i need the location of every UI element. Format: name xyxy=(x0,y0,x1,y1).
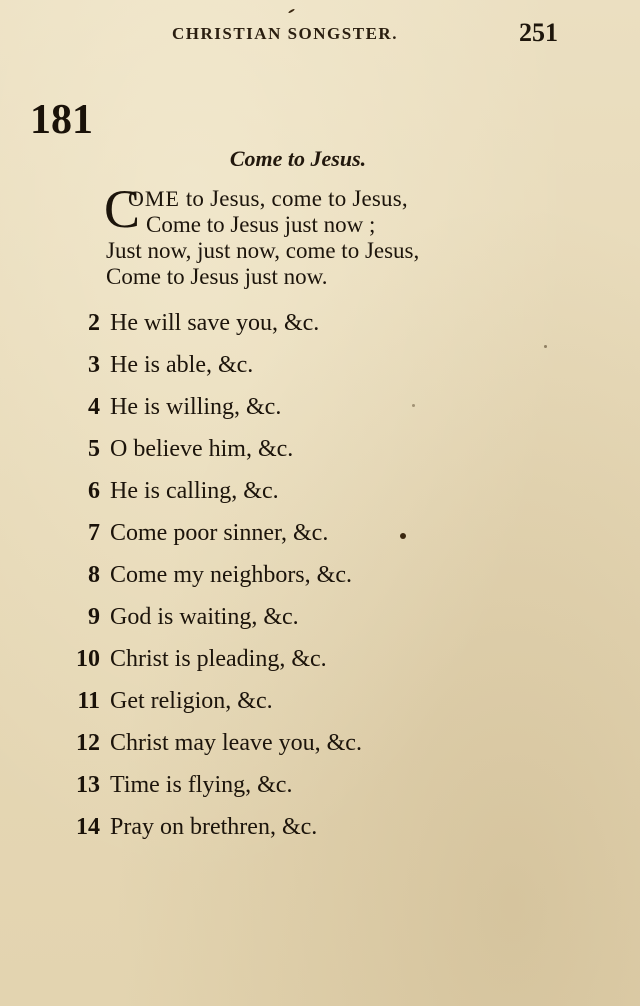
verse-item xyxy=(0,772,640,808)
verse-text: He is calling, &c. xyxy=(110,478,279,504)
verse-item xyxy=(0,730,640,766)
stanza-line-2: Come to Jesus just now ; xyxy=(146,212,376,237)
verse-number: 13 xyxy=(76,772,100,798)
verse-number: 10 xyxy=(76,646,100,672)
verse-text: Christ may leave you, &c. xyxy=(110,730,362,756)
verse-item xyxy=(0,478,640,514)
verse-item xyxy=(0,394,640,430)
stanza-line-3: Just now, just now, come to Jesus, xyxy=(106,238,420,263)
verse-text: Get religion, &c. xyxy=(110,688,273,714)
verse-number: 11 xyxy=(77,688,100,714)
stanza-line-1-caps: OME xyxy=(128,186,180,211)
verse-number: 2 xyxy=(88,310,100,336)
ink-speck xyxy=(288,8,295,13)
ink-speck xyxy=(400,533,406,539)
verse-text: Christ is pleading, &c. xyxy=(110,646,327,672)
verse-number: 9 xyxy=(88,604,100,630)
verse-item xyxy=(0,814,640,850)
verse-text: He will save you, &c. xyxy=(110,310,320,336)
verse-number: 6 xyxy=(88,478,100,504)
verse-text: He is able, &c. xyxy=(110,352,254,378)
verse-number: 5 xyxy=(88,436,100,462)
verse-text: Time is flying, &c. xyxy=(110,772,293,798)
verse-text: He is willing, &c. xyxy=(110,394,282,420)
running-title: CHRISTIAN SONGSTER. xyxy=(172,24,398,43)
verse-number: 12 xyxy=(76,730,100,756)
stanza-line-1 xyxy=(106,186,419,212)
verse-item xyxy=(0,352,640,388)
ink-speck xyxy=(544,345,547,348)
verse-number: 3 xyxy=(88,352,100,378)
verse-text: Come my neighbors, &c. xyxy=(110,562,352,588)
verse-item xyxy=(0,520,640,556)
verse-item xyxy=(0,310,640,346)
verse-text: Pray on brethren, &c. xyxy=(110,814,318,840)
verse-item xyxy=(0,688,640,724)
hymn-title: Come to Jesus. xyxy=(229,146,367,171)
hymn-number: 181 xyxy=(30,97,93,143)
stanza-line-4: Come to Jesus just now. xyxy=(106,264,328,289)
verse-number: 4 xyxy=(88,394,100,420)
page-number: 251 xyxy=(519,18,558,47)
drop-cap: C xyxy=(104,179,141,239)
verse-number: 14 xyxy=(76,814,100,840)
verse-item xyxy=(0,604,640,640)
verse-text: God is waiting, &c. xyxy=(110,604,299,630)
first-stanza xyxy=(106,186,419,290)
verse-item xyxy=(0,646,640,682)
verse-number: 7 xyxy=(88,520,100,546)
verse-text: O believe him, &c. xyxy=(110,436,294,462)
verse-number: 8 xyxy=(88,562,100,588)
verse-text: Come poor sinner, &c. xyxy=(110,520,329,546)
verse-item xyxy=(0,562,640,598)
verse-item xyxy=(0,436,640,472)
ink-speck xyxy=(412,404,415,407)
stanza-line-1-rest: to Jesus, come to Jesus, xyxy=(179,186,408,211)
